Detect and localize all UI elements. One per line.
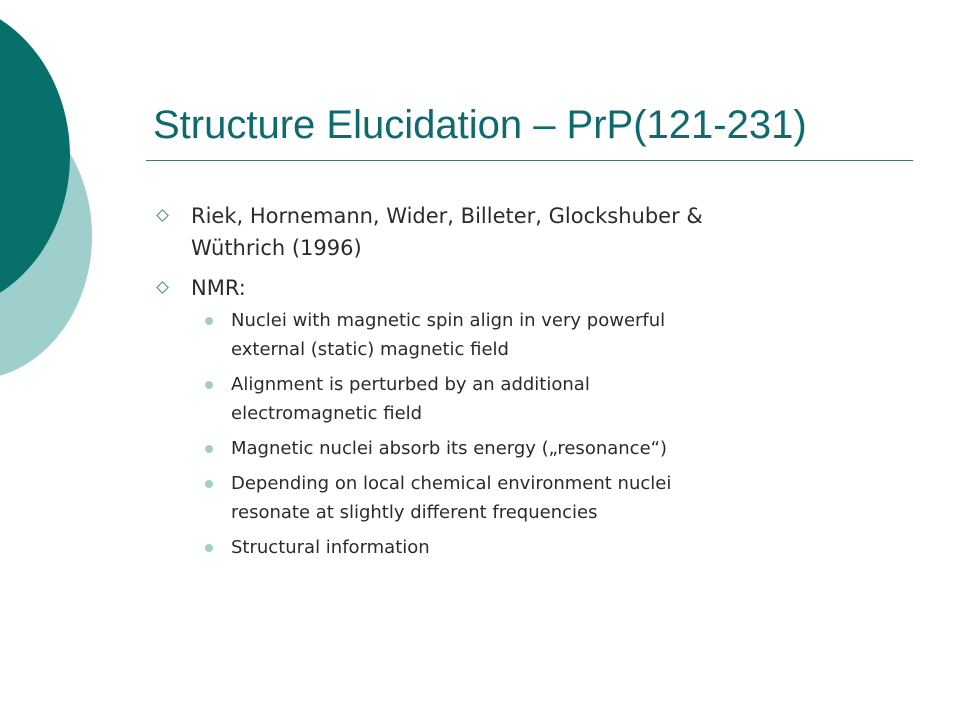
diamond-bullet-icon [156,281,169,294]
dot-bullet-icon [205,317,213,325]
title-underline [146,160,913,161]
sub-bullet-text-line: resonate at slightly different frequencies [231,502,598,523]
dot-bullet-icon [205,480,213,488]
bullet-text-line: Wüthrich (1996) [191,236,362,260]
slide-title: Structure Elucidation – PrP(121-231) [153,103,807,147]
sub-bullet [158,469,878,527]
bullet-text-line: Riek, Hornemann, Wider, Billeter, Glockshuber & [191,204,703,228]
bullet-text-line: NMR: [191,276,246,300]
sub-bullet [158,533,878,562]
sub-bullet-text-line: Structural information [231,537,430,558]
sub-bullet-text-line: Nuclei with magnetic spin align in very powerful [231,310,666,331]
diamond-bullet-icon [156,209,169,222]
sub-bullet-text-line: Alignment is perturbed by an additional [231,374,590,395]
sub-bullet-text-line: Depending on local chemical environment nuclei [231,473,672,494]
dot-bullet-icon [205,544,213,552]
sub-bullet-text-line: electromagnetic field [231,403,423,424]
dot-bullet-icon [205,445,213,453]
slide-content [158,200,878,568]
sub-bullet-text-line: external (static) magnetic field [231,339,509,360]
dot-bullet-icon [205,381,213,389]
bullet-nmr [158,272,878,304]
sub-bullet [158,306,878,364]
nmr-sub-bullets [158,306,878,562]
sub-bullet [158,370,878,428]
sub-bullet-text-line: Magnetic nuclei absorb its energy („resonance“) [231,438,667,459]
sub-bullet [158,434,878,463]
bullet-authors [158,200,878,264]
